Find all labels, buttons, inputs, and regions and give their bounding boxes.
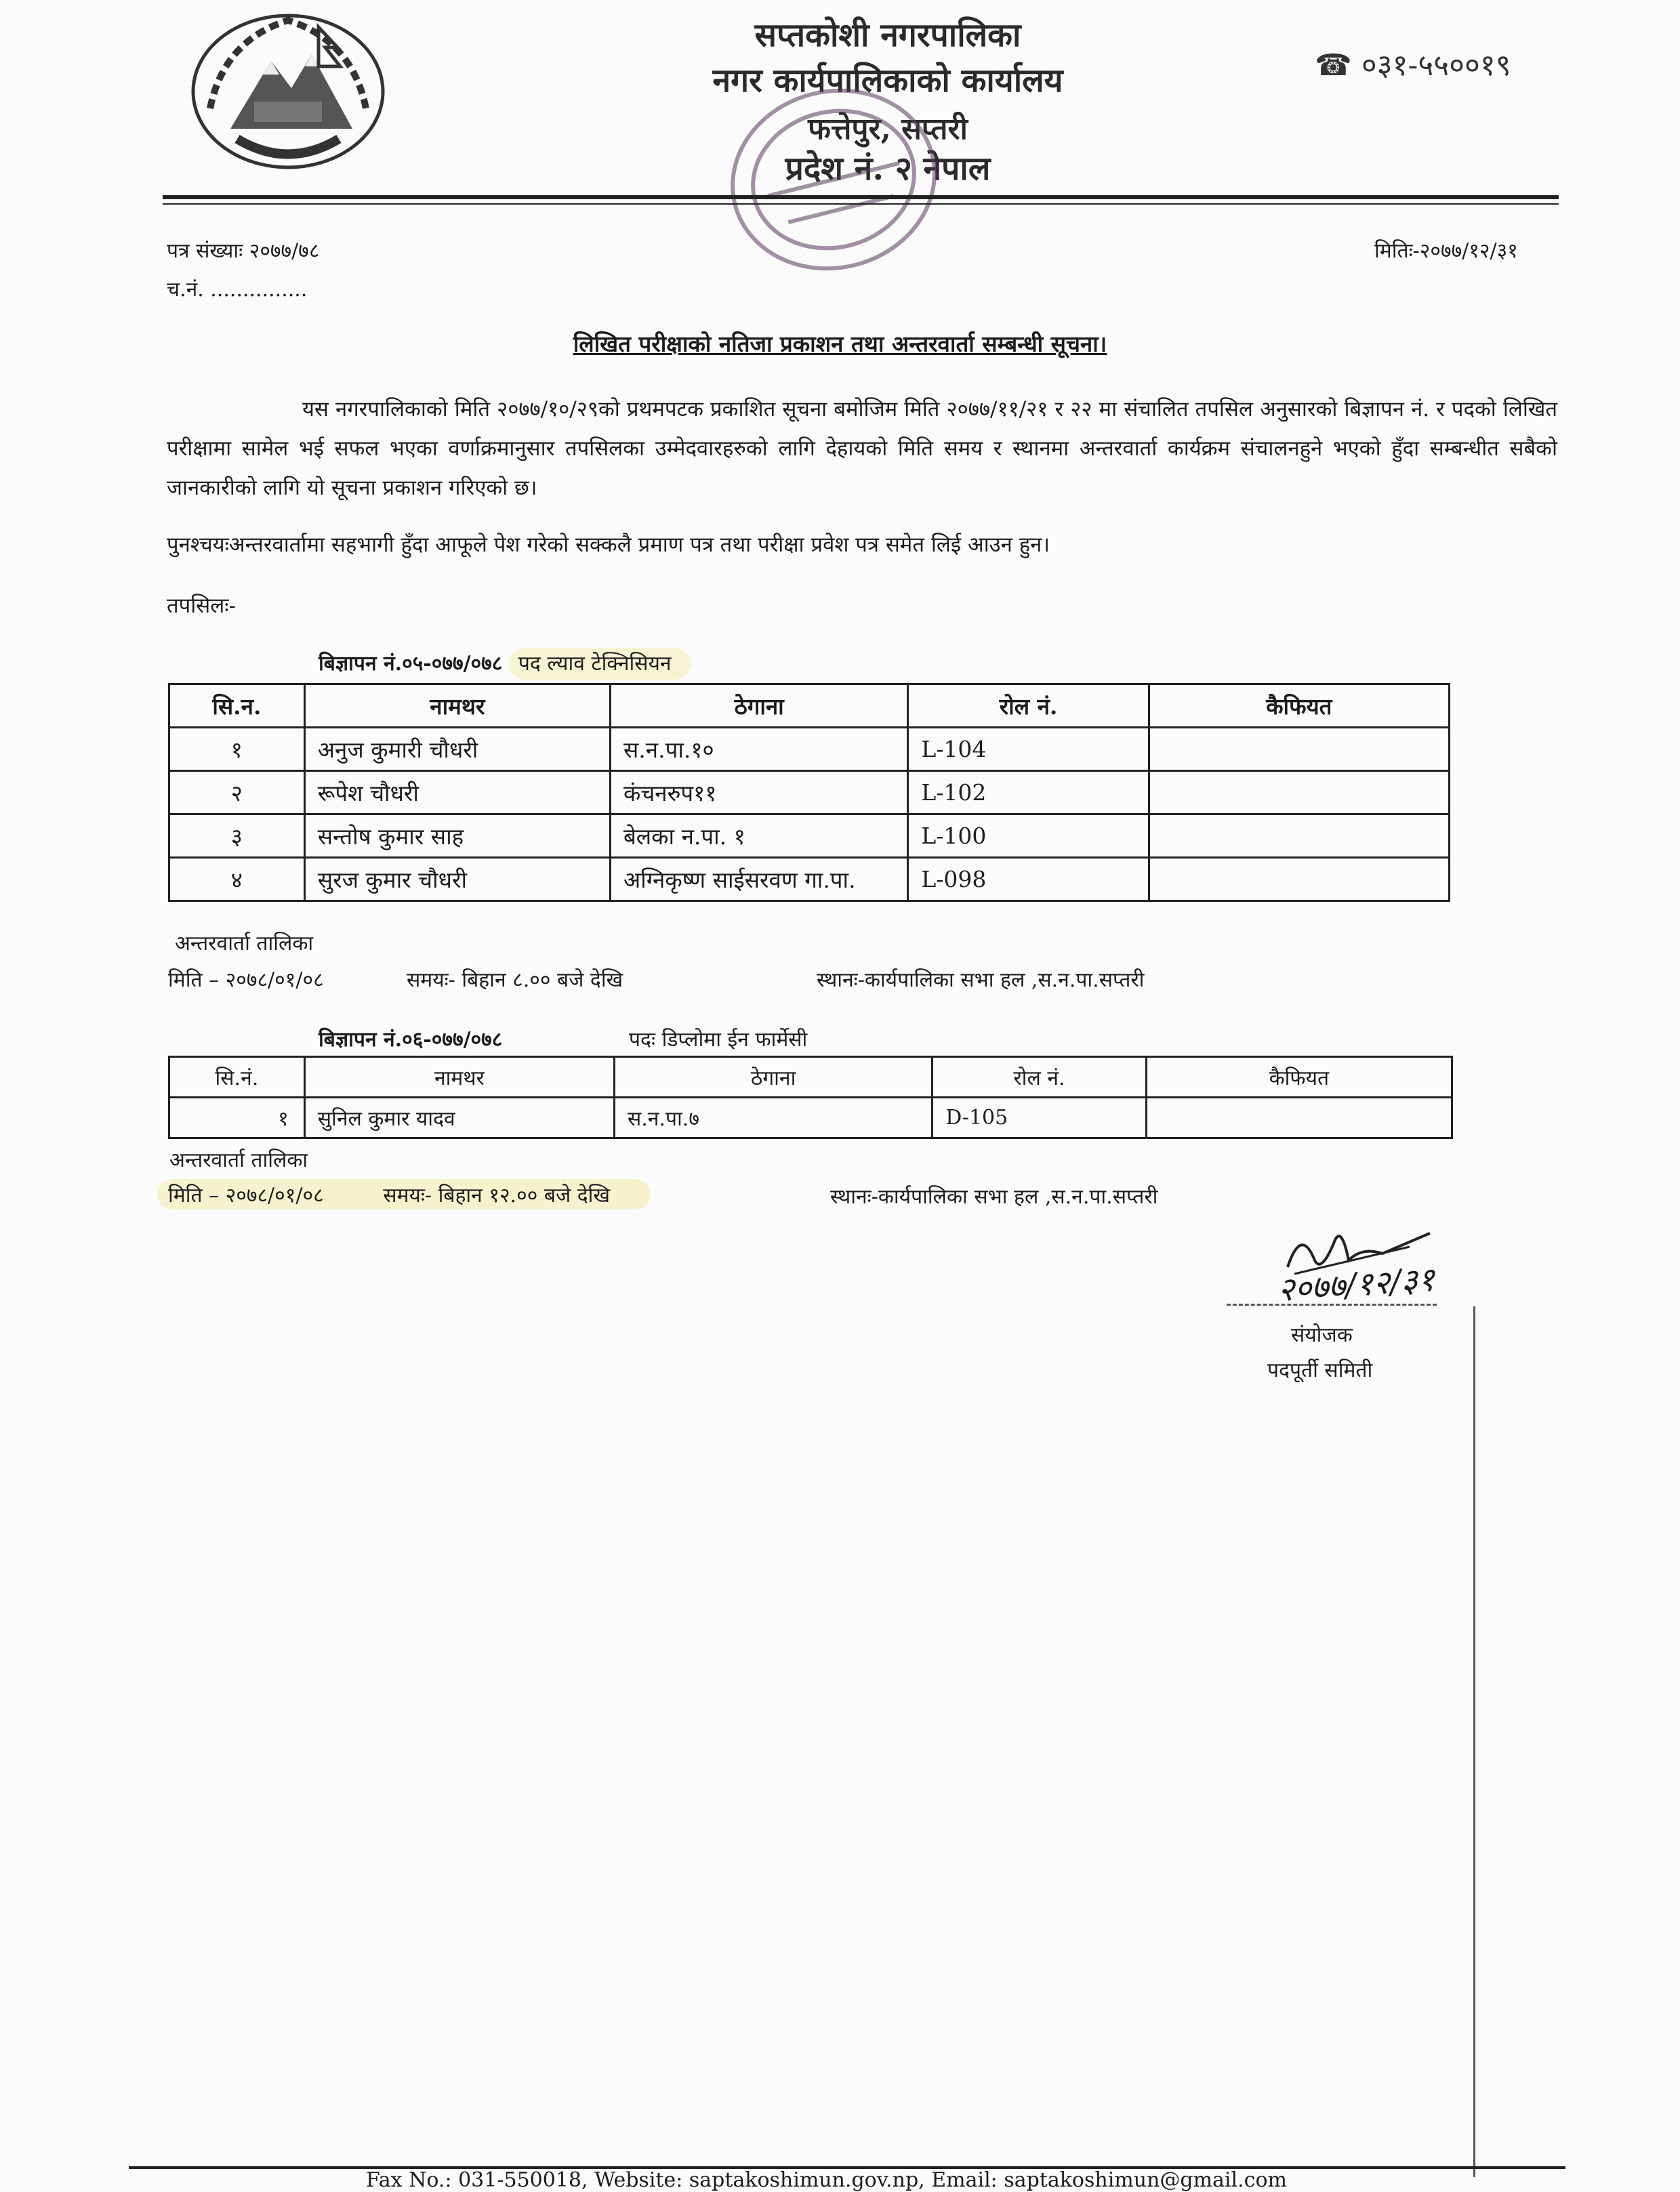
serial-cell: ३ xyxy=(169,814,305,858)
margin-line xyxy=(1473,1306,1475,2177)
address-cell: स.न.पा.७ xyxy=(614,1098,932,1138)
ad1-heading xyxy=(319,648,691,676)
serial-cell: ४ xyxy=(169,858,305,901)
telephone-icon: ☎ xyxy=(1315,48,1352,83)
notice-title-text: लिखित परीक्षाको नतिजा प्रकाशन तथा अन्तरवार्ता सम्बन्धी सूचना। xyxy=(573,331,1107,357)
remarks-cell xyxy=(1149,771,1449,814)
ad2-interview-time: समयः- बिहान १२.०० बजे देखि xyxy=(383,1184,610,1207)
header-rule-thin xyxy=(163,203,1559,205)
remarks-cell xyxy=(1146,1098,1452,1138)
ad2-post: पदः डिप्लोमा ईन फार्मेसी xyxy=(629,1028,808,1052)
serial-cell: १ xyxy=(169,728,305,771)
dispatch-number: च.नं. ............... xyxy=(167,278,308,302)
letter-date: मितिः-२०७७/१२/३१ xyxy=(1374,239,1518,263)
column-header: नामथर xyxy=(304,1057,614,1098)
roll-cell: L-104 xyxy=(908,728,1149,771)
nepal-emblem-logo xyxy=(183,0,393,173)
roll-cell: L-098 xyxy=(908,858,1149,901)
name-cell: रूपेश चौधरी xyxy=(304,771,610,814)
name-cell: अनुज कुमारी चौधरी xyxy=(304,728,610,771)
roll-cell: L-102 xyxy=(908,771,1149,814)
column-header: रोल नं. xyxy=(908,684,1149,728)
ad1-candidates-table xyxy=(168,683,1450,902)
ad2-schedule-label: अन्तरवार्ता तालिका xyxy=(169,1149,308,1172)
column-header: नामथर xyxy=(304,684,610,728)
ad1-interview-date: मिति – २०७८/०१/०८ xyxy=(168,968,324,992)
municipality-name: सप्तकोशी नगरपालिका xyxy=(754,16,1021,54)
table-row xyxy=(169,1098,1452,1138)
column-header: ठेगाना xyxy=(610,684,907,728)
column-header: सि.न. xyxy=(169,684,305,728)
roll-cell: D-105 xyxy=(933,1098,1146,1138)
phone-line xyxy=(1315,43,1511,84)
ad1-schedule-label: अन्तरवार्ता तालिका xyxy=(175,932,314,955)
roll-cell: L-100 xyxy=(908,814,1149,858)
table-row xyxy=(169,771,1450,814)
column-header: सि.नं. xyxy=(169,1057,305,1098)
committee-name: पदपूर्ती समिती xyxy=(1267,1359,1373,1382)
ad2-interview-date: मिति – २०७८/०१/०८ xyxy=(168,1184,324,1207)
address-cell: स.न.पा.१० xyxy=(610,728,907,771)
office-stamp xyxy=(691,64,976,295)
column-header: कैफियत xyxy=(1146,1057,1452,1098)
notice-title xyxy=(0,328,1680,358)
column-header: कैफियत xyxy=(1149,684,1449,728)
ad2-candidates-table xyxy=(168,1056,1453,1139)
serial-cell: २ xyxy=(169,771,305,814)
signatory-role: संयोजक xyxy=(1291,1323,1353,1347)
table-row xyxy=(169,814,1450,858)
tapasil-label: तपसिलः- xyxy=(167,594,237,618)
ad2-interview-venue: स्थानः-कार्यपालिका सभा हल ,स.न.पा.सप्तरी xyxy=(830,1185,1158,1209)
remarks-cell xyxy=(1149,814,1449,858)
signature-line xyxy=(1227,1304,1437,1306)
ad1-interview-venue: स्थानः-कार्यपालिका सभा हल ,स.न.पा.सप्तरी xyxy=(817,968,1145,992)
notice-body: यस नगरपालिकाको मिति २०७७/१०/२९को प्रथमपटक प्रकाशित सूचना बमोजिम मिति २०७७/११/२१ र २२ मा संचालित तपसिल अनुसारको बिज्ञापन नं. र पदको लिखित परीक्षामा सामेल भई सफल भएका वर्णाक्रमानुसार तपसिलका उम्मेदवारहरुको लागि देहायको मिति समय र स्थानमा अन्तरवार्ता कार्यक्रम संचालनहुने भएको हुँदा सम्बन्धीत सबैको जानकारीको लागि यो सूचना प्रकाशन गरिएको छ। xyxy=(167,397,1557,500)
table-header-row xyxy=(169,1057,1452,1098)
serial-cell: १ xyxy=(169,1098,305,1138)
ad1-post: पद ल्याव टेक्निसियन xyxy=(509,648,691,680)
remarks-cell xyxy=(1149,858,1449,901)
ad2-date-time-highlight xyxy=(157,1179,651,1209)
address-cell: अग्निकृष्ण साईसरवण गा.पा. xyxy=(610,858,907,901)
name-cell: सुनिल कुमार यादव xyxy=(304,1098,614,1138)
ad1-interview-time: समयः- बिहान ८.०० बजे देखि xyxy=(407,968,623,992)
name-cell: सुरज कुमार चौधरी xyxy=(304,858,610,901)
handwritten-date: २०७७/१२/३१ xyxy=(1276,1260,1436,1310)
name-cell: सन्तोष कुमार साह xyxy=(304,814,610,858)
table-row xyxy=(169,858,1450,901)
phone-number: ०३१-५५००१९ xyxy=(1361,48,1511,83)
letter-reference-number: पत्र संख्याः २०७७/७८ xyxy=(167,239,320,263)
province-line: प्रदेश नं. २ नेपाल xyxy=(785,150,991,188)
column-header: ठेगाना xyxy=(614,1057,932,1098)
office-name: नगर कार्यपालिकाको कार्यालय xyxy=(712,62,1063,100)
notice-note: पुनश्चयःअन्तरवार्तामा सहभागी हुँदा आफूले पेश गरेको सक्कलै प्रमाण पत्र तथा परीक्षा प्रवेश पत्र समेत लिई आउन हुन। xyxy=(167,533,1050,557)
footer-contact: Fax No.: 031-550018, Website: saptakoshimun.gov.np, Email: saptakoshimun@gmail.com xyxy=(366,2168,1287,2192)
remarks-cell xyxy=(1149,728,1449,771)
address-cell: बेलका न.पा. १ xyxy=(610,814,907,858)
table-row xyxy=(169,728,1450,771)
table-header-row xyxy=(169,684,1450,728)
column-header: रोल नं. xyxy=(933,1057,1146,1098)
ad1-number: बिज्ञापन नं.०५-०७७/०७८ xyxy=(319,652,503,676)
header-rule xyxy=(163,195,1559,199)
address-cell: कंचनरुप११ xyxy=(610,771,907,814)
office-location: फत्तेपुर, सप्तरी xyxy=(808,112,968,146)
ad2-number: बिज्ञापन नं.०६-०७७/०७८ xyxy=(319,1028,503,1052)
